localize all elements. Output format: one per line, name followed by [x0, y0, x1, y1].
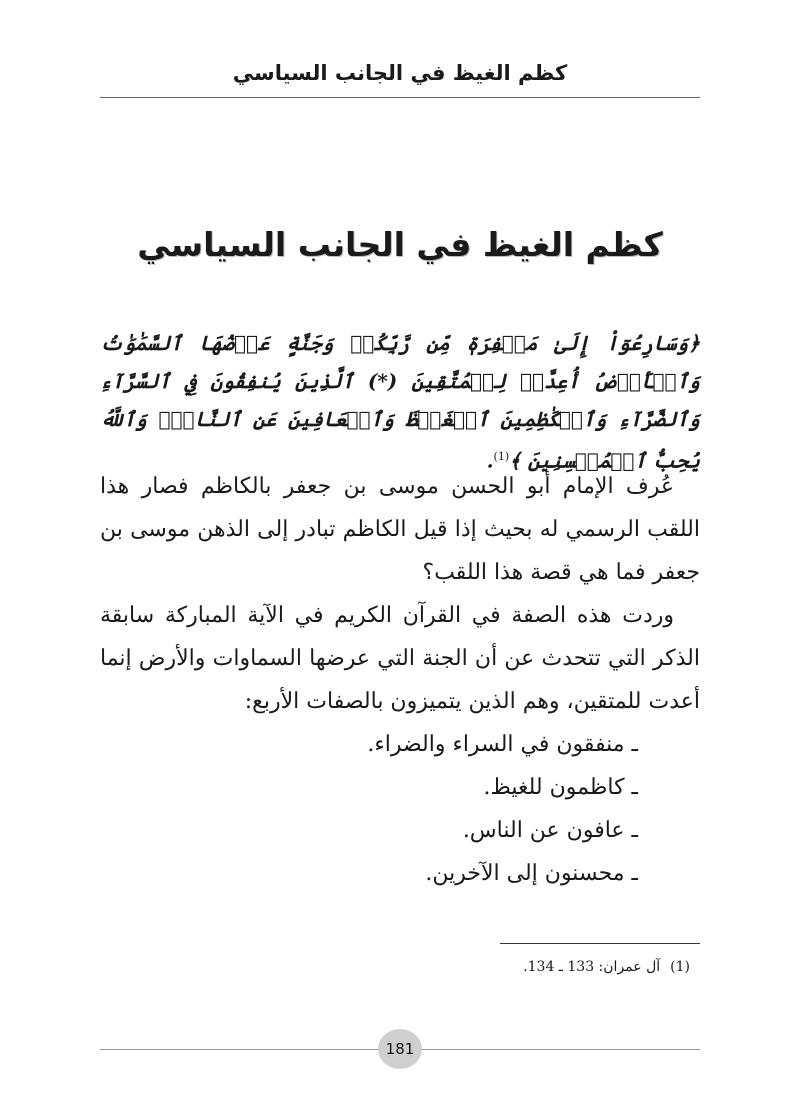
paragraph: عُرف الإمام أبو الحسن موسى بن جعفر بالكاظم فصار هذا اللقب الرسمي له بحيث إذا قيل الكاظم تبادر إلى الذهن موسى بن جعفر فما هي قصة هذا اللقب؟	[100, 474, 700, 585]
verse-close-bracket: ﴾	[509, 448, 521, 473]
footnote-text: آل عمران: 133 ـ 134.	[523, 959, 661, 975]
header-divider	[100, 97, 700, 98]
paragraph: وردت هذه الصفة في القرآن الكريم في الآية المباركة سابقة الذكر التي تتحدث عن أن الجنة التي عرضها السماوات والأرض إنما أعدت للمتقين، وهم الذين يتميزون بالصفات الأربع:	[100, 603, 700, 714]
page-number: 181	[378, 1029, 422, 1069]
footnote-divider	[500, 943, 700, 944]
running-header: كظم الغيظ في الجانب السياسي	[232, 61, 568, 85]
list-item: ـ محسنون إلى الآخرين.	[425, 861, 638, 886]
quran-verse	[100, 324, 700, 480]
verse-open-bracket: ﴿	[688, 331, 700, 355]
verse-end-punctuation: .	[486, 448, 494, 473]
verse-text: وَسَارِعُوٓاْ إِلَىٰ مَغۡفِرَةٖ مِّن رَّبِّكُمۡ وَجَنَّةٍ عَرۡضُهَا ٱلسَّمَٰوَٰتُ وَٱلۡأَرۡضُ أُعِدَّتۡ لِلۡمُتَّقِينَ (*) ٱلَّذِينَ يُنفِقُونَ فِي ٱلسَّرَّآءِ وَٱلضَّرَّآءِ وَٱلۡكَٰظِمِينَ ٱلۡغَيۡظَ وَٱلۡعَافِينَ عَنِ ٱلنَّاسِۗ وَٱللَّهُ يُحِبُّ ٱلۡمُحۡسِنِينَ	[100, 331, 700, 473]
body-text	[100, 465, 700, 895]
traits-list	[100, 723, 700, 895]
list-item: ـ عافون عن الناس.	[462, 818, 638, 843]
list-item: ـ كاظمون للغيظ.	[483, 775, 638, 800]
footnote-number: (1)	[670, 959, 690, 975]
chapter-title: كظم الغيظ في الجانب السياسي	[137, 225, 663, 264]
footnote-reference: (1)	[493, 450, 510, 463]
footnote	[110, 955, 690, 979]
list-item: ـ منفقون في السراء والضراء.	[367, 732, 638, 757]
